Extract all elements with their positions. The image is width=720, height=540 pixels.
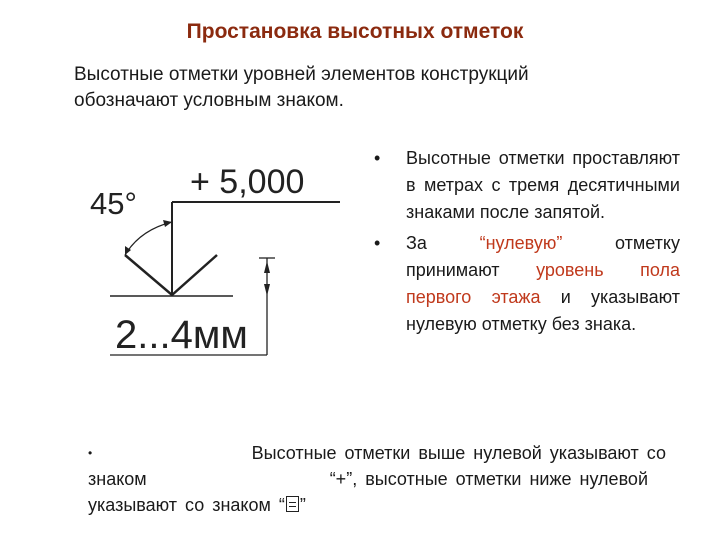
dimension-arrow-bottom [264, 284, 270, 296]
bottom-line-2b: “+”, высотные отметки ниже нулевой [329, 469, 648, 489]
dimension-arrow-top [264, 261, 270, 273]
intro-text [74, 62, 674, 114]
bullet-text-zero-part3: и указывают нулевую отметку без знака. [406, 287, 681, 334]
bullet-dot: • [374, 233, 381, 253]
bullet-text-meters: Высотные отметки проставляют в метрах с тремя десятичными знаками после запятой. [406, 148, 680, 222]
document-icon [286, 496, 299, 512]
intro-line-2: обозначают условным знаком. [74, 90, 344, 111]
bullet-text-zero-part1: За [406, 233, 480, 253]
height-label: 2...4мм [115, 313, 248, 357]
bullet-list [368, 145, 680, 338]
intro-line-1: Высотные отметки уровней элементов конструкций [74, 64, 529, 85]
bottom-line-1-text: Высотные отметки выше нулевой указывают со [251, 443, 666, 463]
bottom-line-3 [88, 492, 666, 518]
bottom-bullet-dot: • [88, 446, 93, 460]
angle-arc [125, 222, 172, 255]
zero-highlight: “нулевую” [479, 233, 563, 253]
bullet-item-meters [368, 145, 680, 226]
bottom-line-1 [88, 440, 666, 466]
bottom-note [88, 440, 666, 518]
bullet-dot: • [374, 148, 381, 168]
slide-title: Простановка высотных отметок [186, 20, 524, 43]
elevation-mark-figure [85, 150, 355, 375]
level-label: + 5,000 [190, 163, 305, 201]
bottom-line-2 [88, 466, 648, 492]
floor-level-highlight: уровень пола первого этажа [406, 260, 680, 307]
bullet-item-zero [368, 230, 680, 338]
bottom-line-3-end: ” [299, 495, 306, 515]
bottom-line-2a: знаком [88, 469, 147, 489]
angle-label: 45° [90, 186, 137, 221]
bottom-line-3-start: указывают со знаком “ [88, 495, 285, 515]
angle-arrow-top [163, 220, 172, 227]
bullet-text-zero-part2: отметку принимают [406, 233, 680, 280]
